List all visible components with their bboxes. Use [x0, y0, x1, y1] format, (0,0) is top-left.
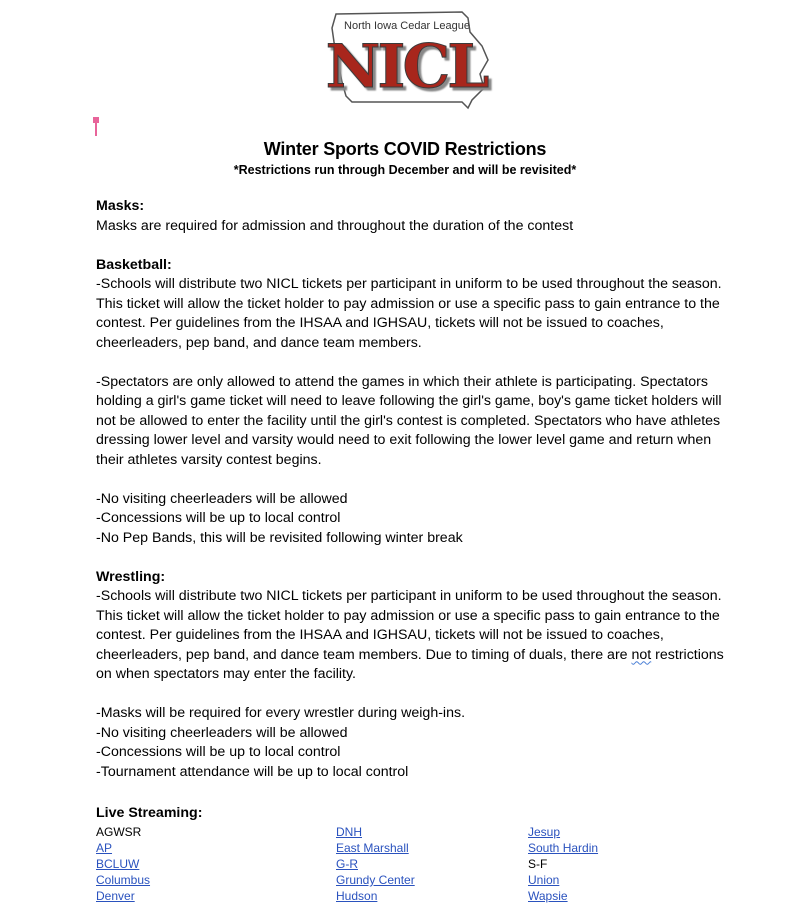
cursor-head	[93, 117, 99, 123]
stream-link[interactable]: DNH	[336, 825, 362, 839]
stream-school-label: AGWSR	[96, 825, 142, 839]
stream-cell	[528, 888, 728, 904]
stream-link[interactable]: Jesup	[528, 825, 561, 839]
wrestling-paragraph-end: restrictions on when spectators may enter the facility.	[96, 646, 724, 682]
stream-link[interactable]: G-R	[336, 857, 358, 871]
stream-link[interactable]: East Marshall	[336, 841, 409, 855]
stream-link[interactable]: Wapsie	[528, 889, 568, 903]
document-subtitle: *Restrictions run through December and will be revisited*	[233, 163, 577, 177]
basketball-bullet: -No Pep Bands, this will be revisited following winter break	[96, 529, 463, 546]
stream-link[interactable]: Hudson	[336, 889, 378, 903]
stream-cell	[96, 872, 336, 888]
live-streaming-school-list	[96, 824, 736, 904]
stream-cell	[336, 856, 528, 872]
spacer	[96, 548, 736, 568]
spacer	[96, 236, 736, 256]
text-cursor	[94, 117, 98, 136]
stream-cell	[528, 872, 728, 888]
stream-link[interactable]: Grundy Center	[336, 873, 415, 887]
live-streaming-heading: Live Streaming:	[96, 804, 203, 821]
wrestling-paragraph-tickets	[96, 587, 736, 685]
wrestling-paragraph-start: -Schools will distribute two NICL tickets per participant in uniform to be used throughout the season. This ticket will allow the ticket holder to pay admission or use a specific pass to gain entrance to the contest. Per guidelines from the IHSAA and IGHSAU, tickets will not be issued to coaches, cheerleaders, pep band, and dance team members. Due to timing of duals, there are	[96, 588, 722, 663]
logo-league-name: North Iowa Cedar League	[344, 20, 470, 32]
document-title: Winter Sports COVID Restrictions	[263, 139, 547, 159]
stream-link[interactable]: Columbus	[96, 873, 151, 887]
basketball-paragraph-tickets: -Schools will distribute two NICL tickets per participant in uniform to be used throughout the season. This ticket will allow the ticket holder to pay admission or use a specific pass to gain entrance to the contest. Per guidelines from the IHSAA and IGHSAU, tickets will not be issued to coaches, cheerleaders, pep band, and dance team members.	[96, 276, 722, 351]
wrestling-bullet: -No visiting cheerleaders will be allowed	[96, 724, 348, 741]
stream-link[interactable]: Union	[528, 873, 560, 887]
stream-link[interactable]: Denver	[96, 889, 135, 903]
basketball-paragraph-spectators: -Spectators are only allowed to attend the games in which their athlete is participating. Spectators holding a girl's game ticket will need to leave following the girl's game, boy's game ticket holders will not be allowed to enter the facility until the girl's contest is completed. Spectators who have athletes dressing lower level and varsity would need to exit following the lower level game and return when their athletes varsity contest begins.	[96, 373, 722, 468]
stream-cell	[336, 840, 528, 856]
stream-cell	[336, 872, 528, 888]
spacer	[96, 353, 736, 373]
spacer	[96, 782, 736, 802]
spacer	[96, 470, 736, 490]
stream-link[interactable]: AP	[96, 841, 113, 855]
stream-cell	[96, 888, 336, 904]
basketball-bullet: -Concessions will be up to local control	[96, 510, 341, 526]
stream-cell	[96, 856, 336, 872]
basketball-bullet: -No visiting cheerleaders will be allowed	[96, 490, 348, 507]
stream-cell	[96, 824, 336, 840]
stream-school-label: S-F	[528, 857, 548, 871]
stream-link[interactable]: BCLUW	[96, 857, 140, 871]
stream-cell	[528, 824, 728, 840]
nicl-logo	[312, 2, 502, 112]
stream-cell	[528, 840, 728, 856]
logo-abbreviation: NICL	[325, 32, 487, 102]
wrestling-bullet: -Concessions will be up to local control	[96, 744, 341, 760]
wrestling-heading: Wrestling:	[96, 568, 166, 585]
wrestling-bullet: -Tournament attendance will be up to local control	[96, 763, 409, 780]
stream-cell	[336, 824, 528, 840]
stream-cell	[336, 888, 528, 904]
stream-link[interactable]: South Hardin	[528, 841, 599, 855]
iowa-outline-logo-graphic	[312, 2, 502, 112]
spacer	[96, 685, 736, 705]
basketball-heading: Basketball:	[96, 256, 172, 273]
masks-heading: Masks:	[96, 198, 145, 214]
stream-cell	[96, 840, 336, 856]
document-body	[96, 197, 736, 904]
masks-text: Masks are required for admission and throughout the duration of the contest	[96, 217, 574, 234]
stream-cell	[528, 856, 728, 872]
spellcheck-flagged-word[interactable]: not	[631, 646, 652, 663]
wrestling-bullet: -Masks will be required for every wrestler during weigh-ins.	[96, 705, 466, 721]
